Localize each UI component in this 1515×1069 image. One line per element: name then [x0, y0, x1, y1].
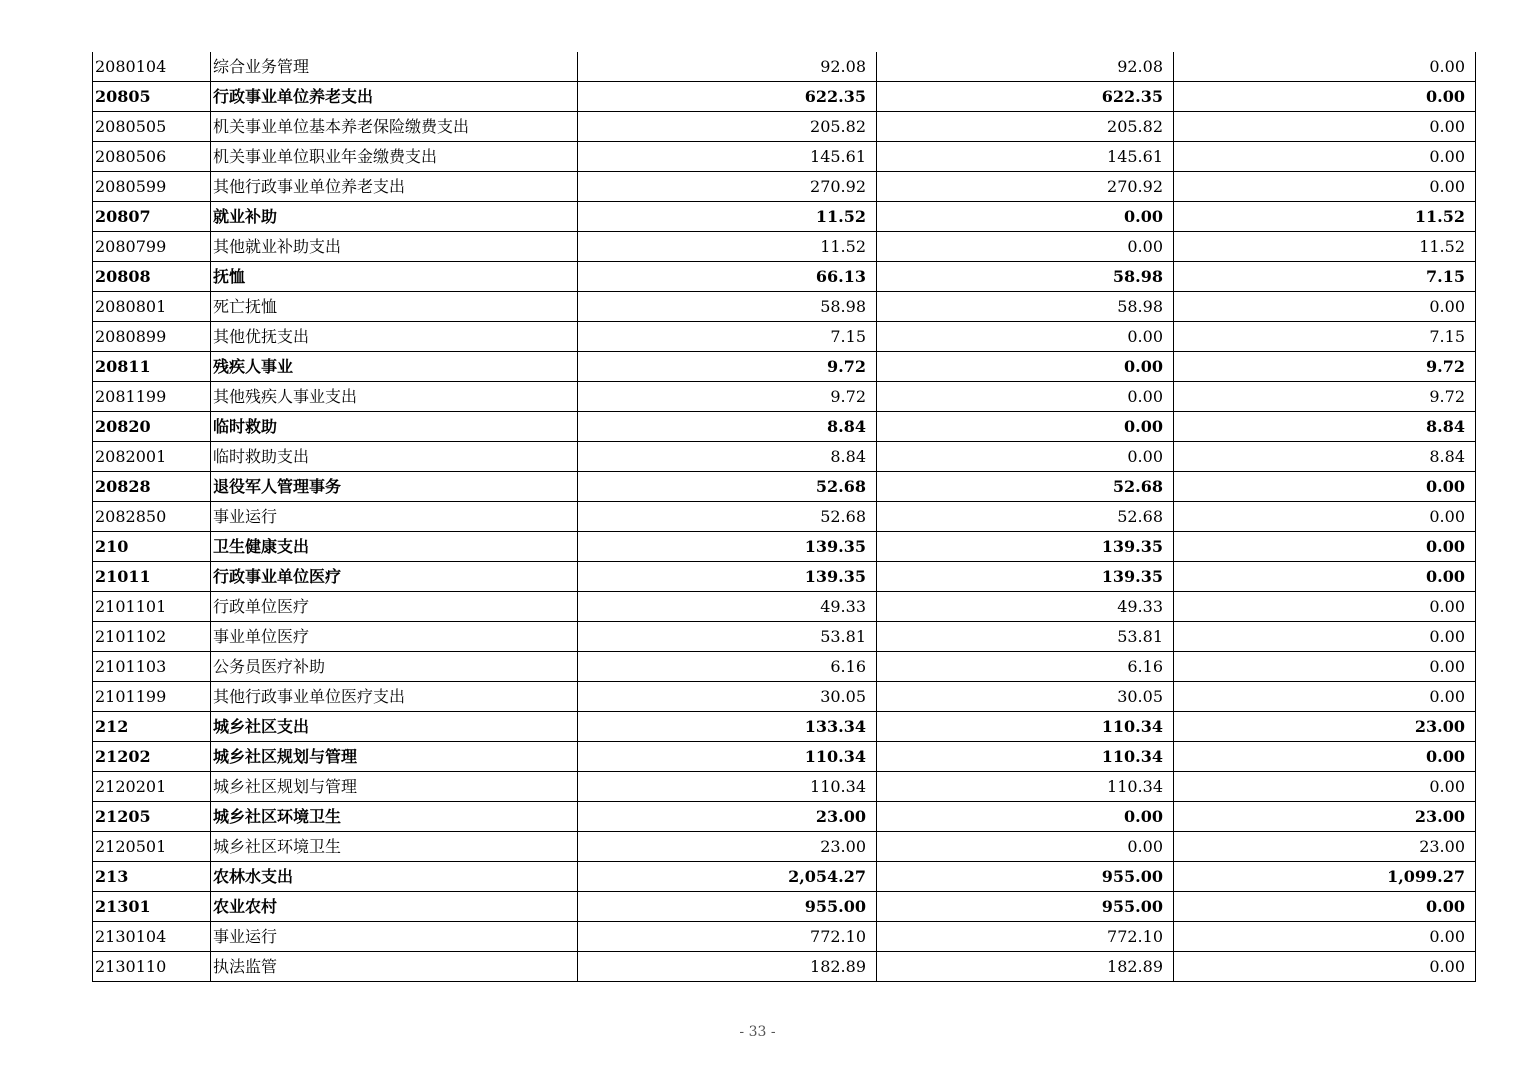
- total-amount-cell: 133.34: [578, 712, 877, 742]
- account-code-cell: 2080506: [93, 142, 211, 172]
- account-name-cell: 行政事业单位养老支出: [211, 82, 578, 112]
- basic-expenditure-cell: 182.89: [877, 952, 1174, 982]
- basic-expenditure-cell: 955.00: [877, 862, 1174, 892]
- account-name-cell: 城乡社区规划与管理: [211, 772, 578, 802]
- total-amount-cell: 9.72: [578, 352, 877, 382]
- account-code-cell: 2081199: [93, 382, 211, 412]
- basic-expenditure-cell: 0.00: [877, 232, 1174, 262]
- total-amount-cell: 49.33: [578, 592, 877, 622]
- total-amount-cell: 2,054.27: [578, 862, 877, 892]
- account-name-cell: 综合业务管理: [211, 52, 578, 82]
- table-row: [93, 292, 1476, 322]
- table-row: [93, 532, 1476, 562]
- account-name-cell: 残疾人事业: [211, 352, 578, 382]
- account-code-cell: 2101101: [93, 592, 211, 622]
- total-amount-cell: 139.35: [578, 562, 877, 592]
- account-code-cell: 20828: [93, 472, 211, 502]
- account-name-cell: 城乡社区环境卫生: [211, 802, 578, 832]
- table-row: [93, 52, 1476, 82]
- basic-expenditure-cell: 110.34: [877, 712, 1174, 742]
- table-row: [93, 742, 1476, 772]
- account-code-cell: 2082850: [93, 502, 211, 532]
- basic-expenditure-cell: 0.00: [877, 322, 1174, 352]
- account-name-cell: 抚恤: [211, 262, 578, 292]
- account-name-cell: 机关事业单位基本养老保险缴费支出: [211, 112, 578, 142]
- project-expenditure-cell: 23.00: [1174, 712, 1476, 742]
- table-row: [93, 922, 1476, 952]
- project-expenditure-cell: 0.00: [1174, 82, 1476, 112]
- account-name-cell: 事业运行: [211, 922, 578, 952]
- account-code-cell: 2080799: [93, 232, 211, 262]
- basic-expenditure-cell: 58.98: [877, 292, 1174, 322]
- table-row: [93, 82, 1476, 112]
- total-amount-cell: 622.35: [578, 82, 877, 112]
- project-expenditure-cell: 0.00: [1174, 682, 1476, 712]
- project-expenditure-cell: 23.00: [1174, 802, 1476, 832]
- project-expenditure-cell: 0.00: [1174, 592, 1476, 622]
- account-code-cell: 2120501: [93, 832, 211, 862]
- basic-expenditure-cell: 0.00: [877, 352, 1174, 382]
- total-amount-cell: 23.00: [578, 802, 877, 832]
- project-expenditure-cell: 0.00: [1174, 52, 1476, 82]
- account-code-cell: 21205: [93, 802, 211, 832]
- basic-expenditure-cell: 270.92: [877, 172, 1174, 202]
- project-expenditure-cell: 0.00: [1174, 292, 1476, 322]
- total-amount-cell: 11.52: [578, 232, 877, 262]
- project-expenditure-cell: 0.00: [1174, 502, 1476, 532]
- basic-expenditure-cell: 0.00: [877, 382, 1174, 412]
- project-expenditure-cell: 8.84: [1174, 412, 1476, 442]
- table-row: [93, 862, 1476, 892]
- basic-expenditure-cell: 92.08: [877, 52, 1174, 82]
- total-amount-cell: 66.13: [578, 262, 877, 292]
- project-expenditure-cell: 0.00: [1174, 742, 1476, 772]
- table-body: [93, 52, 1476, 982]
- total-amount-cell: 30.05: [578, 682, 877, 712]
- basic-expenditure-cell: 110.34: [877, 772, 1174, 802]
- account-name-cell: 城乡社区环境卫生: [211, 832, 578, 862]
- budget-expenditure-table: [92, 52, 1476, 982]
- total-amount-cell: 11.52: [578, 202, 877, 232]
- account-code-cell: 21301: [93, 892, 211, 922]
- account-name-cell: 死亡抚恤: [211, 292, 578, 322]
- total-amount-cell: 955.00: [578, 892, 877, 922]
- basic-expenditure-cell: 145.61: [877, 142, 1174, 172]
- table-row: [93, 802, 1476, 832]
- table-row: [93, 322, 1476, 352]
- project-expenditure-cell: 0.00: [1174, 562, 1476, 592]
- page-number: - 33 -: [739, 1024, 776, 1040]
- total-amount-cell: 139.35: [578, 532, 877, 562]
- account-code-cell: 2080599: [93, 172, 211, 202]
- total-amount-cell: 52.68: [578, 502, 877, 532]
- basic-expenditure-cell: 53.81: [877, 622, 1174, 652]
- basic-expenditure-cell: 110.34: [877, 742, 1174, 772]
- table-row: [93, 952, 1476, 982]
- account-name-cell: 农业农村: [211, 892, 578, 922]
- account-code-cell: 2130110: [93, 952, 211, 982]
- basic-expenditure-cell: 49.33: [877, 592, 1174, 622]
- account-code-cell: 2120201: [93, 772, 211, 802]
- basic-expenditure-cell: 52.68: [877, 502, 1174, 532]
- account-name-cell: 事业运行: [211, 502, 578, 532]
- table-row: [93, 682, 1476, 712]
- total-amount-cell: 7.15: [578, 322, 877, 352]
- account-name-cell: 其他行政事业单位医疗支出: [211, 682, 578, 712]
- account-name-cell: 其他就业补助支出: [211, 232, 578, 262]
- total-amount-cell: 53.81: [578, 622, 877, 652]
- account-name-cell: 执法监管: [211, 952, 578, 982]
- total-amount-cell: 205.82: [578, 112, 877, 142]
- table-row: [93, 472, 1476, 502]
- project-expenditure-cell: 0.00: [1174, 622, 1476, 652]
- account-name-cell: 退役军人管理事务: [211, 472, 578, 502]
- table-row: [93, 832, 1476, 862]
- project-expenditure-cell: 9.72: [1174, 352, 1476, 382]
- basic-expenditure-cell: 622.35: [877, 82, 1174, 112]
- account-code-cell: 20808: [93, 262, 211, 292]
- budget-table-container: [92, 52, 1475, 982]
- table-row: [93, 442, 1476, 472]
- table-row: [93, 202, 1476, 232]
- account-name-cell: 城乡社区规划与管理: [211, 742, 578, 772]
- total-amount-cell: 8.84: [578, 442, 877, 472]
- project-expenditure-cell: 0.00: [1174, 922, 1476, 952]
- basic-expenditure-cell: 0.00: [877, 202, 1174, 232]
- account-code-cell: 20820: [93, 412, 211, 442]
- account-name-cell: 其他优抚支出: [211, 322, 578, 352]
- table-row: [93, 712, 1476, 742]
- table-row: [93, 772, 1476, 802]
- account-code-cell: 213: [93, 862, 211, 892]
- account-code-cell: 2130104: [93, 922, 211, 952]
- table-row: [93, 232, 1476, 262]
- account-name-cell: 就业补助: [211, 202, 578, 232]
- account-code-cell: 20807: [93, 202, 211, 232]
- total-amount-cell: 92.08: [578, 52, 877, 82]
- basic-expenditure-cell: 772.10: [877, 922, 1174, 952]
- account-code-cell: 2080899: [93, 322, 211, 352]
- table-row: [93, 382, 1476, 412]
- project-expenditure-cell: 0.00: [1174, 142, 1476, 172]
- table-row: [93, 892, 1476, 922]
- total-amount-cell: 9.72: [578, 382, 877, 412]
- account-code-cell: 21202: [93, 742, 211, 772]
- table-row: [93, 172, 1476, 202]
- table-row: [93, 262, 1476, 292]
- account-name-cell: 卫生健康支出: [211, 532, 578, 562]
- basic-expenditure-cell: 0.00: [877, 412, 1174, 442]
- table-row: [93, 112, 1476, 142]
- total-amount-cell: 182.89: [578, 952, 877, 982]
- project-expenditure-cell: 0.00: [1174, 892, 1476, 922]
- table-row: [93, 412, 1476, 442]
- account-code-cell: 2101102: [93, 622, 211, 652]
- account-code-cell: 2082001: [93, 442, 211, 472]
- account-code-cell: 210: [93, 532, 211, 562]
- project-expenditure-cell: 7.15: [1174, 262, 1476, 292]
- basic-expenditure-cell: 58.98: [877, 262, 1174, 292]
- project-expenditure-cell: 0.00: [1174, 652, 1476, 682]
- basic-expenditure-cell: 0.00: [877, 442, 1174, 472]
- table-row: [93, 592, 1476, 622]
- table-row: [93, 142, 1476, 172]
- basic-expenditure-cell: 30.05: [877, 682, 1174, 712]
- total-amount-cell: 110.34: [578, 742, 877, 772]
- total-amount-cell: 145.61: [578, 142, 877, 172]
- basic-expenditure-cell: 52.68: [877, 472, 1174, 502]
- project-expenditure-cell: 0.00: [1174, 112, 1476, 142]
- project-expenditure-cell: 11.52: [1174, 202, 1476, 232]
- table-row: [93, 652, 1476, 682]
- project-expenditure-cell: 0.00: [1174, 772, 1476, 802]
- total-amount-cell: 58.98: [578, 292, 877, 322]
- account-code-cell: 2101199: [93, 682, 211, 712]
- basic-expenditure-cell: 205.82: [877, 112, 1174, 142]
- basic-expenditure-cell: 6.16: [877, 652, 1174, 682]
- total-amount-cell: 8.84: [578, 412, 877, 442]
- basic-expenditure-cell: 0.00: [877, 802, 1174, 832]
- total-amount-cell: 52.68: [578, 472, 877, 502]
- account-code-cell: 20811: [93, 352, 211, 382]
- basic-expenditure-cell: 0.00: [877, 832, 1174, 862]
- account-name-cell: 机关事业单位职业年金缴费支出: [211, 142, 578, 172]
- account-code-cell: 20805: [93, 82, 211, 112]
- account-code-cell: 2080505: [93, 112, 211, 142]
- account-name-cell: 其他残疾人事业支出: [211, 382, 578, 412]
- project-expenditure-cell: 0.00: [1174, 472, 1476, 502]
- table-row: [93, 502, 1476, 532]
- total-amount-cell: 6.16: [578, 652, 877, 682]
- basic-expenditure-cell: 139.35: [877, 532, 1174, 562]
- project-expenditure-cell: 8.84: [1174, 442, 1476, 472]
- project-expenditure-cell: 7.15: [1174, 322, 1476, 352]
- account-name-cell: 其他行政事业单位养老支出: [211, 172, 578, 202]
- table-row: [93, 352, 1476, 382]
- account-code-cell: 2101103: [93, 652, 211, 682]
- total-amount-cell: 23.00: [578, 832, 877, 862]
- project-expenditure-cell: 0.00: [1174, 952, 1476, 982]
- project-expenditure-cell: 0.00: [1174, 532, 1476, 562]
- account-name-cell: 临时救助支出: [211, 442, 578, 472]
- basic-expenditure-cell: 955.00: [877, 892, 1174, 922]
- total-amount-cell: 772.10: [578, 922, 877, 952]
- account-code-cell: 2080801: [93, 292, 211, 322]
- account-name-cell: 行政单位医疗: [211, 592, 578, 622]
- account-name-cell: 城乡社区支出: [211, 712, 578, 742]
- account-name-cell: 公务员医疗补助: [211, 652, 578, 682]
- project-expenditure-cell: 1,099.27: [1174, 862, 1476, 892]
- project-expenditure-cell: 9.72: [1174, 382, 1476, 412]
- table-row: [93, 622, 1476, 652]
- basic-expenditure-cell: 139.35: [877, 562, 1174, 592]
- account-name-cell: 临时救助: [211, 412, 578, 442]
- total-amount-cell: 110.34: [578, 772, 877, 802]
- account-name-cell: 农林水支出: [211, 862, 578, 892]
- account-code-cell: 212: [93, 712, 211, 742]
- project-expenditure-cell: 0.00: [1174, 172, 1476, 202]
- project-expenditure-cell: 23.00: [1174, 832, 1476, 862]
- project-expenditure-cell: 11.52: [1174, 232, 1476, 262]
- total-amount-cell: 270.92: [578, 172, 877, 202]
- table-row: [93, 562, 1476, 592]
- account-name-cell: 事业单位医疗: [211, 622, 578, 652]
- account-name-cell: 行政事业单位医疗: [211, 562, 578, 592]
- account-code-cell: 21011: [93, 562, 211, 592]
- account-code-cell: 2080104: [93, 52, 211, 82]
